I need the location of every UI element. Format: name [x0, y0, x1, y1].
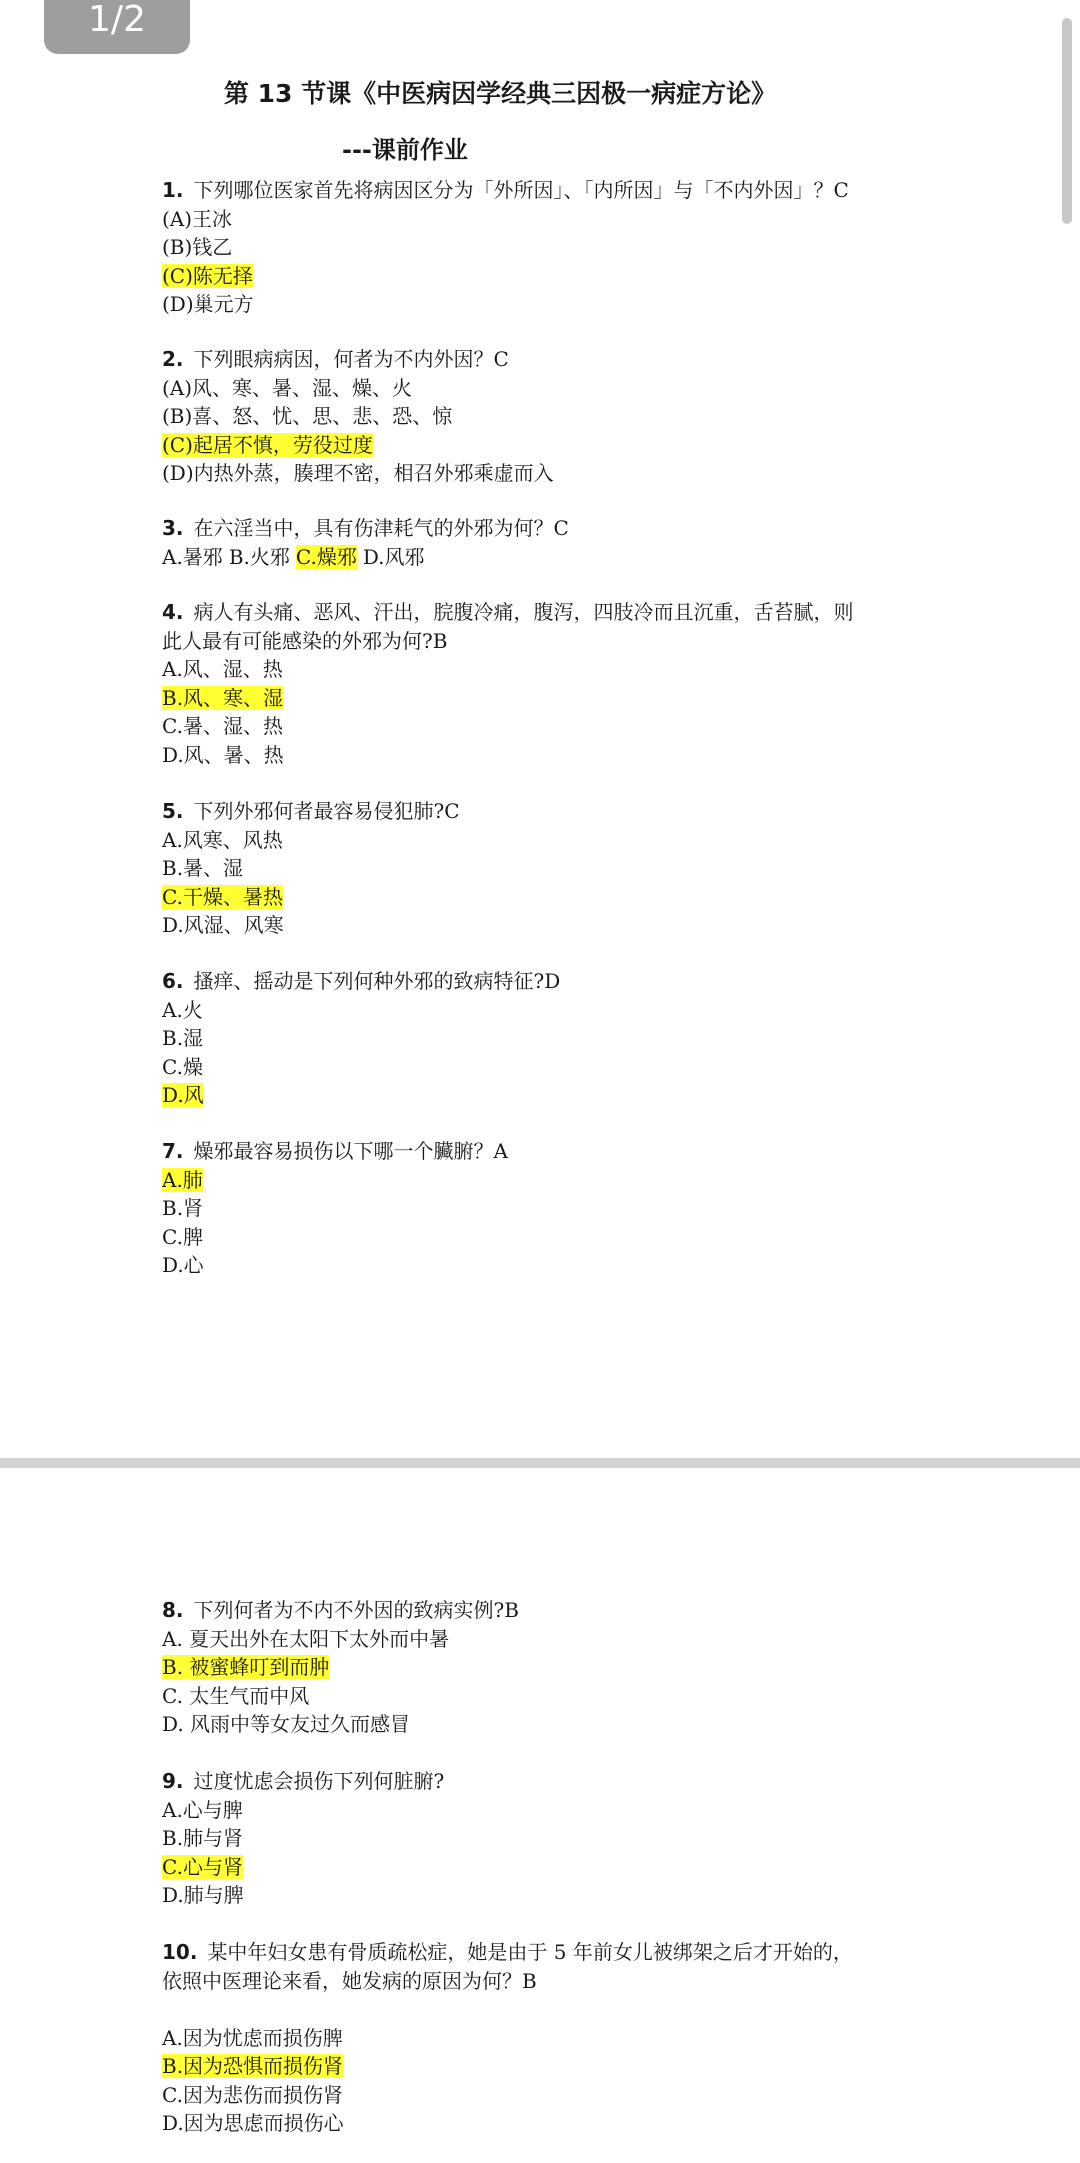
option-label-highlighted: C.干燥、暑热: [162, 884, 283, 909]
question-4: [162, 598, 922, 769]
option-correct: [162, 431, 922, 460]
option: [162, 1223, 922, 1252]
option: [162, 1682, 922, 1711]
question-stem: [162, 598, 922, 627]
option-correct: [162, 883, 922, 912]
option: [162, 459, 922, 488]
option: [162, 2109, 922, 2138]
option: [162, 996, 922, 1025]
option-label: B.湿: [162, 1026, 204, 1050]
option-label-highlighted: A.肺: [162, 1167, 203, 1192]
page-divider: [0, 1458, 1080, 1468]
option-label: A.风寒、风热: [162, 827, 283, 852]
option: [162, 1710, 922, 1739]
question-stem: [162, 514, 922, 543]
question-stem: [162, 1137, 922, 1166]
option-label: (D)内热外蒸，腠理不密，相召外邪乘虚而入: [162, 461, 554, 485]
option-label: C.因为悲伤而损伤肾: [162, 2082, 343, 2107]
option: [162, 2081, 922, 2110]
question-number: 4.: [162, 600, 184, 624]
option-label: C.暑、湿、热: [162, 714, 283, 738]
option-correct: [162, 1166, 922, 1195]
option-label: (B)喜、怒、忧、思、悲、恐、惊: [162, 404, 453, 428]
question-text: 下列何者为不内不外因的致病实例?B: [193, 1598, 519, 1622]
question-10: [162, 1938, 922, 2138]
option-label: (D)巢元方: [162, 292, 254, 316]
option: [162, 1194, 922, 1223]
question-8: [162, 1596, 922, 1739]
option: [162, 1024, 922, 1053]
question-stem: [162, 797, 922, 826]
question-text: 燥邪最容易损伤以下哪一个臟腑？A: [193, 1139, 508, 1163]
question-9: [162, 1767, 922, 1910]
question-text: 过度忧虑会损伤下列何脏腑?: [193, 1769, 445, 1793]
question-stem: [162, 967, 922, 996]
question-7: [162, 1137, 922, 1280]
option-label-highlighted: C.心与肾: [162, 1854, 243, 1879]
option-label: D.因为思虑而损伤心: [162, 2111, 344, 2135]
question-text: 某中年妇女患有骨质疏松症，她是由于 5 年前女儿被绑架之后才开始的，: [207, 1940, 853, 1964]
title-lesson-number: 第 13 节课: [223, 79, 352, 108]
title-main: 《中医病因学经典三因极一病症方论》: [351, 79, 777, 108]
option-label: A.因为忧虑而损伤脾: [162, 2025, 343, 2050]
question-text: 下列哪位医家首先将病因区分为「外所因」、「内所因」与「不内外因」？C: [193, 178, 849, 202]
option-label: C.脾: [162, 1224, 203, 1249]
question-number: 10.: [162, 1940, 198, 1964]
option: [162, 1796, 922, 1825]
question-1: [162, 176, 922, 319]
option-label: (A)风、寒、暑、湿、燥、火: [162, 375, 413, 400]
option-label-highlighted: B. 被蜜蜂叮到而肿: [162, 1655, 330, 1679]
option-label: C.燥: [162, 1054, 203, 1079]
question-number: 3.: [162, 516, 184, 540]
option-label: B.肺与肾: [162, 1826, 244, 1850]
question-text: 下列外邪何者最容易侵犯肺?C: [193, 799, 460, 823]
question-stem: [162, 345, 922, 374]
option-label: A.风、湿、热: [162, 657, 283, 681]
option: [162, 290, 922, 319]
option-correct: [162, 2052, 922, 2081]
option: [162, 2024, 922, 2053]
option-correct: [162, 1653, 922, 1682]
inline-options: [162, 543, 922, 572]
option-label: B.肾: [162, 1196, 204, 1220]
option-label-highlighted: D.风: [162, 1083, 204, 1107]
option-label: D. 风雨中等女友过久而感冒: [162, 1712, 411, 1736]
question-stem: [162, 176, 922, 205]
question-stem: [162, 1767, 922, 1796]
document-subtitle: ---课前作业: [342, 136, 468, 164]
option-label-highlighted: B.风、寒、湿: [162, 685, 284, 710]
question-number: 7.: [162, 1139, 184, 1163]
question-number: 6.: [162, 969, 184, 993]
option: [162, 1824, 922, 1853]
question-stem-continued: 此人最有可能感染的外邪为何?B: [162, 628, 448, 653]
option-label-highlighted: (C)起居不慎，劳役过度: [162, 432, 373, 457]
question-text: 在六淫当中，具有伤津耗气的外邪为何？C: [193, 516, 569, 540]
option-label: A. 夏天出外在太阳下太外而中暑: [162, 1626, 450, 1651]
question-number: 2.: [162, 347, 184, 371]
question-stem: [162, 1938, 922, 1967]
option: [162, 402, 922, 431]
option-label-highlighted: C.燥邪: [295, 544, 357, 569]
option-label: B.火邪: [228, 544, 290, 569]
option: [162, 205, 922, 234]
option-label: A.火: [162, 997, 203, 1022]
blank-line: [162, 1995, 922, 2024]
option: [162, 826, 922, 855]
option-label: B.暑、湿: [162, 856, 244, 880]
question-3: [162, 514, 922, 571]
question-text: 搔痒、摇动是下列何种外邪的致病特征?D: [193, 969, 561, 993]
option-correct: [162, 1853, 922, 1882]
option-label: D.心: [162, 1253, 204, 1277]
option: [162, 741, 922, 770]
option: [162, 1625, 922, 1654]
option-label: D.肺与脾: [162, 1883, 244, 1907]
question-stem-continued: 依照中医理论来看，她发病的原因为何？B: [162, 1968, 537, 1993]
option-correct: [162, 1081, 922, 1110]
question-number: 9.: [162, 1769, 184, 1793]
option-correct: [162, 684, 922, 713]
page-indicator: 1/2: [44, 0, 190, 54]
question-text: 病人有头痛、恶风、汗出，脘腹冷痛，腹泻，四肢冷而且沉重，舌苔腻，则: [193, 600, 854, 624]
question-stem: [162, 1596, 922, 1625]
question-text: 下列眼病病因，何者为不内外因？C: [193, 347, 509, 371]
option: [162, 854, 922, 883]
option-label: (B)钱乙: [162, 235, 233, 259]
option-label: D.风湿、风寒: [162, 913, 284, 937]
option-label: C. 太生气而中风: [162, 1683, 310, 1708]
option-label-highlighted: (C)陈无择: [162, 263, 253, 288]
option: [162, 655, 922, 684]
option: [162, 1053, 922, 1082]
document-title: [0, 74, 1000, 110]
scrollbar-thumb[interactable]: [1062, 18, 1072, 224]
option-label: D.风、暑、热: [162, 742, 284, 767]
question-number: 8.: [162, 1598, 184, 1622]
option: [162, 233, 922, 262]
question-5: [162, 797, 922, 940]
question-6: [162, 967, 922, 1110]
option-label: A.心与脾: [162, 1797, 243, 1822]
option: [162, 1251, 922, 1280]
option: [162, 374, 922, 403]
option-correct: [162, 262, 922, 291]
option-label: (A)王冰: [162, 206, 233, 231]
option: [162, 1881, 922, 1910]
question-number: 1.: [162, 178, 184, 202]
option: [162, 712, 922, 741]
question-2: [162, 345, 922, 488]
option-label: A.暑邪: [162, 544, 223, 569]
option-label-highlighted: B.因为恐惧而损伤肾: [162, 2054, 344, 2078]
option-label: D.风邪: [362, 544, 425, 569]
option: [162, 911, 922, 940]
question-number: 5.: [162, 799, 184, 823]
